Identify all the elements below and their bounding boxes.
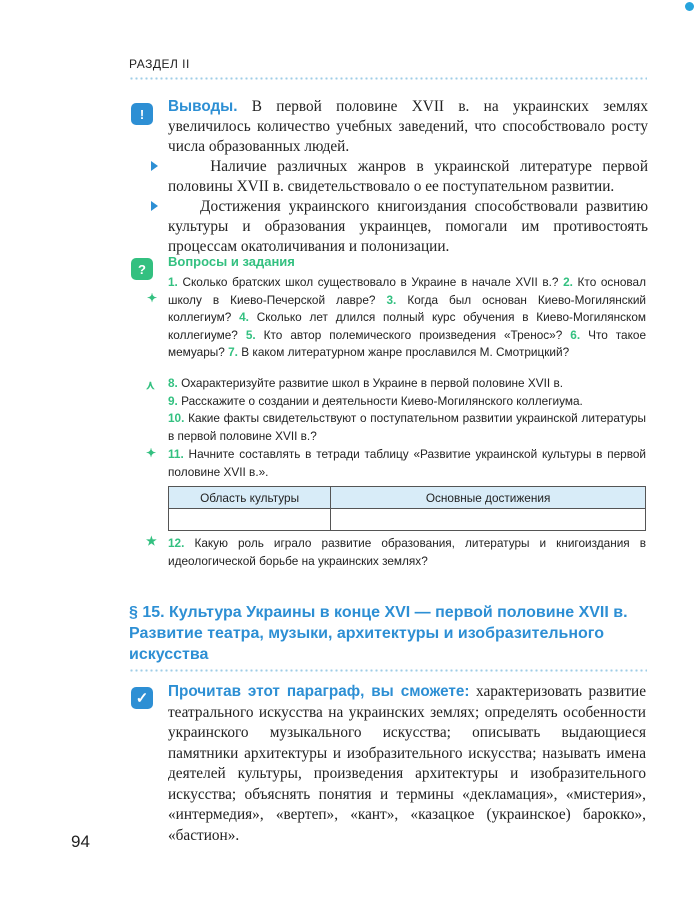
table-cell-empty (169, 509, 331, 531)
level-3-star-icon: ✦ (146, 446, 157, 460)
culture-table (168, 486, 646, 531)
dotted-divider (129, 669, 647, 672)
section-title: § 15. Культура Украины в конце XVI — первой половине XVII в. Развитие театра, музыки, архитектуры и изобразительного искусства (129, 604, 628, 663)
level-1-star-icon: ✦ (147, 291, 158, 305)
table-cell-empty (331, 509, 646, 531)
bullet-triangle-icon (151, 161, 158, 171)
publisher-logo-icon (685, 2, 694, 11)
questions-group-2: 8. Охарактеризуйте развитие школ в Украине в первой половине XVII в. 9. Расскажите о создании и деятельности Киево-Могилянского коллегиума. 10. Какие факты свидетельствуют о поступательном развитии украинской литературы в первой половине XVII в.? (168, 376, 646, 443)
questions-group-1: 1. Сколько братских школ существовало в Украине в начале XVII в.? 2. Кто основал школу в Киево-Печерской лавре? 3. Когда был основан Киево-Могилянский коллегиум? 4. Сколько лет длился полный курс обучения в Киево-Могилянском коллегиуме? 5. Кто автор полемического произведения «Тренос»? 6. Что такое мемуары? 7. В каком литературном жанре прославился М. Смотрицкий? (168, 275, 647, 360)
table-header-achievements: Основные достижения (331, 487, 646, 509)
conclusion-paragraph-2: Наличие различных жанров в украинской литературе первой половины XVII в. свидетельствовало о ее поступательном развитии. (168, 158, 649, 195)
table-header-area: Область культуры (169, 487, 331, 509)
conclusions-block (168, 97, 648, 257)
learning-goals: Прочитав этот параграф, вы сможете: характеризовать развитие театрального искусства на украинских землях; определять особенности украинского музыкального искусства; описывать выдающиеся памятники архитектуры и изобразительного искусства; называть имена деятелей культуры, произведения архитектуры и изобразительного искусства; объяснять понятия и термины «декламация», «мистерия», «интермедия», «вертеп», «кант», «казацкое (украинское) барокко», «бастион». (168, 683, 646, 844)
level-4-star-icon: ★ (146, 534, 157, 548)
checkmark-icon: ✓ (131, 687, 153, 709)
conclusion-paragraph-1: Выводы. В первой половине XVII в. на украинских землях увеличилось количество учебных заведений, что способствовало росту числа образованных людей. (168, 98, 648, 155)
dotted-divider (129, 77, 647, 80)
goals-lead: Прочитав этот параграф, вы сможете: (168, 683, 470, 700)
exclamation-icon: ! (131, 103, 153, 125)
questions-group-4: 12. Какую роль играло развитие образования, литературы и книгоиздания в идеологической борьбе на украинских землях? (168, 536, 646, 568)
conclusions-title: Выводы. (168, 98, 238, 115)
bullet-triangle-icon (151, 201, 158, 211)
section-label: РАЗДЕЛ II (129, 57, 190, 71)
page-number: 94 (71, 832, 90, 851)
question-icon: ? (131, 258, 153, 280)
questions-heading: Вопросы и задания (168, 254, 295, 269)
questions-group-3: 11. Начните составлять в тетради таблицу «Развитие украинской культуры в первой половине XVII в.». (168, 447, 646, 479)
level-2-star-icon: ⋏ (146, 378, 155, 392)
conclusion-paragraph-3: Достижения украинского книгоиздания способствовали развитию культуры и образования украинцев, помогали им противостоять процессам окатоличивания и полонизации. (168, 198, 648, 255)
